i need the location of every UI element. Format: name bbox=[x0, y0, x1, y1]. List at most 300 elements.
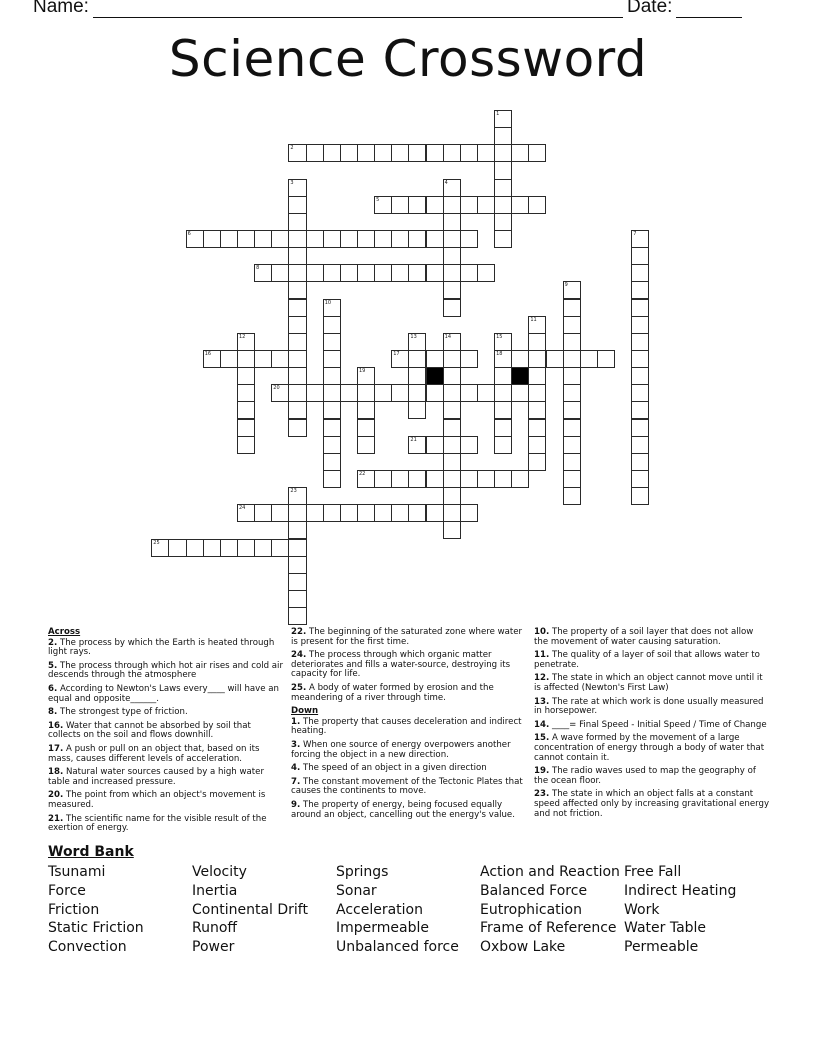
date-label: Date: bbox=[627, 0, 673, 17]
word-bank-item: Runoff bbox=[192, 920, 238, 937]
grid-cell[interactable] bbox=[340, 144, 358, 162]
grid-cell[interactable] bbox=[494, 230, 512, 248]
grid-cell[interactable] bbox=[357, 367, 375, 385]
grid-cell[interactable] bbox=[357, 419, 375, 437]
grid-cell[interactable] bbox=[426, 144, 444, 162]
grid-cell[interactable] bbox=[563, 367, 581, 385]
cell-number: 2 bbox=[290, 145, 294, 152]
clue-number: 5. bbox=[48, 660, 58, 671]
grid-cell[interactable] bbox=[288, 299, 306, 317]
grid-cell[interactable] bbox=[631, 453, 649, 471]
grid-cell[interactable] bbox=[511, 196, 529, 214]
clue-number: 13. bbox=[534, 696, 550, 707]
grid-cell[interactable] bbox=[254, 230, 272, 248]
grid-cell[interactable] bbox=[340, 504, 358, 522]
grid-cell[interactable] bbox=[443, 144, 461, 162]
grid-cell[interactable] bbox=[408, 264, 426, 282]
cell-number: 8 bbox=[256, 265, 260, 272]
grid-cell[interactable] bbox=[528, 144, 546, 162]
grid-cell[interactable] bbox=[288, 316, 306, 334]
grid-cell[interactable] bbox=[357, 401, 375, 419]
grid-cell[interactable] bbox=[391, 504, 409, 522]
grid-cell[interactable] bbox=[271, 350, 289, 368]
grid-cell[interactable] bbox=[494, 419, 512, 437]
clue-item bbox=[291, 764, 527, 774]
grid-cell[interactable] bbox=[323, 436, 341, 454]
grid-cell[interactable] bbox=[408, 384, 426, 402]
clue-number: 17. bbox=[48, 743, 64, 754]
grid-cell[interactable] bbox=[443, 179, 461, 197]
grid-cell[interactable] bbox=[323, 401, 341, 419]
clue-text: A push or pull on an object that, based on its mass, causes different levels of acceleration. bbox=[48, 743, 260, 764]
grid-cell[interactable] bbox=[563, 436, 581, 454]
grid-cell[interactable] bbox=[563, 470, 581, 488]
grid-cell[interactable] bbox=[391, 470, 409, 488]
grid-cell[interactable] bbox=[374, 384, 392, 402]
grid-cell[interactable] bbox=[237, 401, 255, 419]
grid-cell[interactable] bbox=[357, 504, 375, 522]
grid-cell[interactable] bbox=[306, 264, 324, 282]
clue-text: The strongest type of friction. bbox=[59, 707, 188, 718]
grid-cell[interactable] bbox=[631, 487, 649, 505]
grid-cell[interactable] bbox=[323, 419, 341, 437]
cell-number: 16 bbox=[204, 350, 212, 357]
grid-cell[interactable] bbox=[494, 436, 512, 454]
grid-cell[interactable] bbox=[203, 230, 221, 248]
grid-cell[interactable] bbox=[306, 384, 324, 402]
grid-cell[interactable] bbox=[288, 556, 306, 574]
cell-number: 21 bbox=[410, 436, 417, 443]
clue-number: 10. bbox=[534, 627, 550, 637]
page-title: Science Crossword bbox=[168, 30, 648, 88]
grid-cell[interactable] bbox=[288, 367, 306, 385]
grid-cell[interactable] bbox=[460, 470, 478, 488]
grid-cell[interactable] bbox=[254, 350, 272, 368]
grid-cell[interactable] bbox=[563, 299, 581, 317]
grid-cell[interactable] bbox=[528, 316, 546, 334]
clue-item bbox=[534, 790, 770, 819]
grid-cell[interactable] bbox=[443, 367, 461, 385]
grid-cell[interactable] bbox=[220, 230, 238, 248]
grid-cell[interactable] bbox=[288, 590, 306, 608]
clue-text: The radio waves used to map the geography of the ocean floor. bbox=[534, 766, 756, 786]
grid-cell[interactable] bbox=[426, 350, 444, 368]
grid-cell[interactable] bbox=[443, 264, 461, 282]
grid-cell[interactable] bbox=[186, 539, 204, 557]
grid-cell[interactable] bbox=[528, 196, 546, 214]
grid-cell[interactable] bbox=[271, 264, 289, 282]
grid-cell[interactable] bbox=[546, 350, 564, 368]
clue-number: 19. bbox=[534, 766, 550, 777]
grid-cell[interactable] bbox=[374, 504, 392, 522]
cell-number: 12 bbox=[239, 333, 246, 340]
grid-cell[interactable] bbox=[528, 384, 546, 402]
cell-number: 10 bbox=[324, 299, 332, 306]
grid-cell[interactable] bbox=[323, 230, 341, 248]
name-label: Name: bbox=[33, 0, 89, 17]
cell-number: 23 bbox=[290, 488, 297, 495]
grid-cell[interactable] bbox=[511, 384, 529, 402]
grid-cell[interactable] bbox=[391, 230, 409, 248]
grid-cell[interactable] bbox=[528, 367, 546, 385]
clues-column-1 bbox=[48, 628, 284, 838]
cell-number: 4 bbox=[444, 179, 448, 186]
grid-cell[interactable] bbox=[203, 539, 221, 557]
clue-text: The process through which hot air rises and cold air descends through the atmosphere bbox=[48, 660, 283, 681]
grid-cell[interactable] bbox=[340, 264, 358, 282]
grid-cell[interactable] bbox=[237, 384, 255, 402]
grid-cell[interactable] bbox=[254, 539, 272, 557]
grid-cell[interactable] bbox=[443, 521, 461, 539]
grid-cell[interactable] bbox=[288, 521, 306, 539]
cell-number: 17 bbox=[393, 350, 400, 357]
grid-cell[interactable] bbox=[271, 539, 289, 557]
word-bank-title: Word Bank bbox=[48, 844, 134, 860]
grid-cell[interactable] bbox=[443, 384, 461, 402]
word-bank-item: Water Table bbox=[624, 920, 707, 937]
word-bank-item: Balanced Force bbox=[480, 882, 588, 899]
grid-cell[interactable] bbox=[443, 247, 461, 265]
grid-cell[interactable] bbox=[563, 453, 581, 471]
grid-cell[interactable] bbox=[631, 316, 649, 334]
grid-cell[interactable] bbox=[374, 264, 392, 282]
grid-cell[interactable] bbox=[443, 299, 461, 317]
grid-cell[interactable] bbox=[563, 350, 581, 368]
grid-cell[interactable] bbox=[631, 247, 649, 265]
word-bank-item: Tsunami bbox=[48, 864, 106, 880]
grid-cell[interactable] bbox=[494, 384, 512, 402]
grid-cell[interactable] bbox=[631, 281, 649, 299]
word-bank-item: Action and Reaction bbox=[480, 864, 620, 880]
grid-cell[interactable] bbox=[477, 196, 495, 214]
grid-cell[interactable] bbox=[494, 127, 512, 145]
grid-cell[interactable] bbox=[288, 281, 306, 299]
cell-number: 1 bbox=[496, 111, 500, 117]
clue-number: 1. bbox=[291, 716, 301, 727]
grid-cell[interactable] bbox=[288, 487, 306, 505]
grid-cell[interactable] bbox=[631, 264, 649, 282]
grid-cell[interactable] bbox=[288, 607, 306, 625]
clue-text: Water that cannot be absorbed by soil that collects on the soil and flows downhill. bbox=[48, 720, 251, 741]
grid-cell[interactable] bbox=[494, 161, 512, 179]
grid-cell[interactable] bbox=[288, 179, 306, 197]
grid-cell[interactable] bbox=[237, 504, 255, 522]
grid-cell[interactable] bbox=[631, 401, 649, 419]
grid-cell[interactable] bbox=[408, 401, 426, 419]
clue-text: A body of water formed by erosion and the meandering of a river through time. bbox=[291, 682, 494, 703]
grid-cell[interactable] bbox=[460, 144, 478, 162]
grid-cell[interactable] bbox=[323, 350, 341, 368]
grid-cell[interactable] bbox=[237, 350, 255, 368]
grid-cell[interactable] bbox=[271, 384, 289, 402]
grid-cell[interactable] bbox=[563, 333, 581, 351]
grid-cell[interactable] bbox=[528, 419, 546, 437]
clue-number: 20. bbox=[48, 790, 64, 801]
grid-cell[interactable] bbox=[288, 230, 306, 248]
clue-number: 18. bbox=[48, 767, 64, 778]
grid-cell[interactable] bbox=[408, 196, 426, 214]
grid-cell[interactable] bbox=[306, 230, 324, 248]
grid-cell[interactable] bbox=[563, 401, 581, 419]
grid-cell[interactable] bbox=[374, 196, 392, 214]
grid-cell[interactable] bbox=[477, 264, 495, 282]
grid-cell[interactable] bbox=[494, 470, 512, 488]
grid-cell[interactable] bbox=[528, 453, 546, 471]
grid-cell[interactable] bbox=[408, 230, 426, 248]
grid-cell[interactable] bbox=[237, 436, 255, 454]
cell-number: 19 bbox=[358, 368, 366, 375]
grid-cell[interactable] bbox=[254, 504, 272, 522]
grid-cell[interactable] bbox=[563, 419, 581, 437]
grid-cell[interactable] bbox=[528, 350, 546, 368]
grid-cell[interactable] bbox=[323, 367, 341, 385]
cell-number: 13 bbox=[410, 333, 417, 340]
cell-number: 6 bbox=[187, 230, 191, 237]
grid-cell[interactable] bbox=[494, 367, 512, 385]
grid-cell[interactable] bbox=[357, 264, 375, 282]
grid-cell[interactable] bbox=[631, 333, 649, 351]
grid-cell[interactable] bbox=[443, 419, 461, 437]
grid-cell[interactable] bbox=[323, 316, 341, 334]
grid-cell[interactable] bbox=[631, 384, 649, 402]
grid-cell[interactable] bbox=[357, 230, 375, 248]
grid-cell[interactable] bbox=[443, 196, 461, 214]
grid-cell[interactable] bbox=[323, 299, 341, 317]
grid-cell[interactable] bbox=[408, 470, 426, 488]
grid-cell[interactable] bbox=[288, 384, 306, 402]
grid-cell[interactable] bbox=[288, 144, 306, 162]
grid-cell[interactable] bbox=[460, 436, 478, 454]
grid-cell[interactable] bbox=[494, 179, 512, 197]
clue-number: 3. bbox=[291, 739, 301, 750]
grid-cell[interactable] bbox=[597, 350, 615, 368]
grid-cell[interactable] bbox=[151, 539, 169, 557]
grid-cell[interactable] bbox=[528, 333, 546, 351]
grid-cell[interactable] bbox=[323, 504, 341, 522]
clues-column-3 bbox=[534, 628, 770, 823]
grid-cell[interactable] bbox=[563, 487, 581, 505]
grid-cell[interactable] bbox=[631, 299, 649, 317]
grid-cell[interactable] bbox=[426, 196, 444, 214]
grid-cell[interactable] bbox=[494, 213, 512, 231]
grid-cell[interactable] bbox=[323, 144, 341, 162]
grid-cell[interactable] bbox=[494, 350, 512, 368]
grid-cell[interactable] bbox=[357, 384, 375, 402]
clue-text: The constant movement of the Tectonic Plates that causes the continents to move. bbox=[291, 776, 523, 797]
grid-cell[interactable] bbox=[408, 436, 426, 454]
grid-cell[interactable] bbox=[323, 384, 341, 402]
grid-cell[interactable] bbox=[374, 144, 392, 162]
grid-cell[interactable] bbox=[494, 110, 512, 128]
grid-cell[interactable] bbox=[237, 539, 255, 557]
grid-cell[interactable] bbox=[631, 419, 649, 437]
word-bank-item: Static Friction bbox=[48, 920, 144, 937]
cell-number: 22 bbox=[358, 470, 366, 477]
grid-cell[interactable] bbox=[374, 230, 392, 248]
grid-cell[interactable] bbox=[477, 144, 495, 162]
grid-cell[interactable] bbox=[288, 419, 306, 437]
grid-cell[interactable] bbox=[631, 367, 649, 385]
grid-cell[interactable] bbox=[288, 573, 306, 591]
grid-cell[interactable] bbox=[494, 401, 512, 419]
grid-cell[interactable] bbox=[460, 196, 478, 214]
clue-text: The property that causes deceleration and indirect heating. bbox=[291, 716, 522, 737]
word-bank-item: Oxbow Lake bbox=[480, 939, 566, 956]
grid-cell[interactable] bbox=[443, 453, 461, 471]
grid-cell[interactable] bbox=[528, 401, 546, 419]
word-bank-item: Unbalanced force bbox=[336, 939, 459, 956]
cell-number: 15 bbox=[496, 333, 503, 340]
grid-cell[interactable] bbox=[631, 350, 649, 368]
clue-item bbox=[534, 767, 770, 786]
grid-cell[interactable] bbox=[426, 230, 444, 248]
word-bank-item: Indirect Heating bbox=[624, 882, 737, 899]
grid-cell[interactable] bbox=[408, 367, 426, 385]
grid-cell[interactable] bbox=[443, 401, 461, 419]
word-bank-item: Velocity bbox=[192, 864, 247, 880]
grid-cell[interactable] bbox=[254, 264, 272, 282]
grid-cell[interactable] bbox=[408, 504, 426, 522]
grid-cell[interactable] bbox=[306, 144, 324, 162]
grid-cell[interactable] bbox=[460, 230, 478, 248]
grid-cell[interactable] bbox=[528, 436, 546, 454]
grid-cell[interactable] bbox=[357, 470, 375, 488]
grid-cell[interactable] bbox=[391, 196, 409, 214]
grid-cell[interactable] bbox=[631, 230, 649, 248]
grid-cell[interactable] bbox=[443, 487, 461, 505]
black-cell bbox=[511, 367, 529, 385]
grid-cell[interactable] bbox=[443, 281, 461, 299]
clue-item bbox=[48, 685, 284, 704]
clue-item bbox=[48, 768, 284, 787]
grid-cell[interactable] bbox=[288, 213, 306, 231]
grid-cell[interactable] bbox=[186, 230, 204, 248]
clue-text: The point from which an object's movement is measured. bbox=[48, 790, 266, 810]
grid-cell[interactable] bbox=[271, 230, 289, 248]
grid-cell[interactable] bbox=[288, 350, 306, 368]
grid-cell[interactable] bbox=[220, 350, 238, 368]
grid-cell[interactable] bbox=[426, 504, 444, 522]
grid-cell[interactable] bbox=[426, 384, 444, 402]
grid-cell[interactable] bbox=[443, 213, 461, 231]
grid-cell[interactable] bbox=[288, 401, 306, 419]
grid-cell[interactable] bbox=[323, 470, 341, 488]
grid-cell[interactable] bbox=[168, 539, 186, 557]
grid-cell[interactable] bbox=[494, 196, 512, 214]
grid-cell[interactable] bbox=[288, 333, 306, 351]
grid-cell[interactable] bbox=[563, 281, 581, 299]
grid-cell[interactable] bbox=[580, 350, 598, 368]
grid-cell[interactable] bbox=[563, 384, 581, 402]
grid-cell[interactable] bbox=[357, 144, 375, 162]
grid-cell[interactable] bbox=[460, 350, 478, 368]
grid-cell[interactable] bbox=[477, 384, 495, 402]
grid-cell[interactable] bbox=[408, 144, 426, 162]
clue-number: 22. bbox=[291, 627, 307, 637]
clue-section-heading: Across bbox=[48, 627, 81, 637]
grid-cell[interactable] bbox=[511, 470, 529, 488]
clue-item bbox=[291, 628, 527, 647]
grid-cell[interactable] bbox=[408, 350, 426, 368]
grid-cell[interactable] bbox=[288, 196, 306, 214]
clue-text: The state in which an object cannot move until it is affected (Newton's First Law) bbox=[534, 673, 763, 693]
grid-cell[interactable] bbox=[237, 230, 255, 248]
grid-cell[interactable] bbox=[511, 144, 529, 162]
grid-cell[interactable] bbox=[237, 333, 255, 351]
grid-cell[interactable] bbox=[494, 144, 512, 162]
word-bank-item: Sonar bbox=[336, 882, 377, 899]
grid-cell[interactable] bbox=[288, 504, 306, 522]
clue-item bbox=[534, 721, 770, 731]
cell-number: 5 bbox=[376, 196, 380, 203]
clue-number: 12. bbox=[534, 673, 550, 684]
grid-cell[interactable] bbox=[426, 470, 444, 488]
clue-text: The state in which an object falls at a constant speed affected only by increasing gravitational energy and not friction. bbox=[534, 789, 770, 819]
clue-text: Natural water sources caused by a high water table and increased pressure. bbox=[48, 767, 264, 787]
grid-cell[interactable] bbox=[426, 264, 444, 282]
grid-cell[interactable] bbox=[288, 264, 306, 282]
grid-cell[interactable] bbox=[220, 539, 238, 557]
grid-cell[interactable] bbox=[323, 333, 341, 351]
grid-cell[interactable] bbox=[443, 504, 461, 522]
grid-cell[interactable] bbox=[408, 333, 426, 351]
word-bank-item: Frame of Reference bbox=[480, 920, 617, 937]
grid-cell[interactable] bbox=[443, 230, 461, 248]
grid-cell[interactable] bbox=[426, 436, 444, 454]
grid-cell[interactable] bbox=[340, 230, 358, 248]
grid-cell[interactable] bbox=[631, 470, 649, 488]
grid-cell[interactable] bbox=[460, 264, 478, 282]
clue-item bbox=[291, 778, 527, 797]
grid-cell[interactable] bbox=[374, 470, 392, 488]
clue-item bbox=[291, 651, 527, 680]
grid-cell[interactable] bbox=[288, 247, 306, 265]
grid-cell[interactable] bbox=[443, 350, 461, 368]
grid-cell[interactable] bbox=[443, 436, 461, 454]
clue-item bbox=[534, 698, 770, 717]
grid-cell[interactable] bbox=[477, 470, 495, 488]
grid-cell[interactable] bbox=[357, 436, 375, 454]
grid-cell[interactable] bbox=[306, 504, 324, 522]
grid-cell[interactable] bbox=[460, 504, 478, 522]
grid-cell[interactable] bbox=[203, 350, 221, 368]
clue-text: When one source of energy overpowers another forcing the object in a new direction. bbox=[291, 739, 511, 760]
grid-cell[interactable] bbox=[391, 264, 409, 282]
grid-cell[interactable] bbox=[271, 504, 289, 522]
grid-cell[interactable] bbox=[340, 384, 358, 402]
clue-item bbox=[534, 628, 770, 647]
grid-cell[interactable] bbox=[511, 350, 529, 368]
grid-cell[interactable] bbox=[323, 453, 341, 471]
clue-text: The quality of a layer of soil that allows water to penetrate. bbox=[534, 650, 760, 670]
grid-cell[interactable] bbox=[443, 333, 461, 351]
cell-number: 3 bbox=[290, 179, 294, 186]
grid-cell[interactable] bbox=[443, 470, 461, 488]
grid-cell[interactable] bbox=[288, 539, 306, 557]
grid-cell[interactable] bbox=[323, 264, 341, 282]
clue-number: 24. bbox=[291, 650, 307, 661]
grid-cell[interactable] bbox=[391, 384, 409, 402]
grid-cell[interactable] bbox=[494, 333, 512, 351]
grid-cell[interactable] bbox=[237, 367, 255, 385]
grid-cell[interactable] bbox=[237, 419, 255, 437]
grid-cell[interactable] bbox=[631, 436, 649, 454]
clue-text: The beginning of the saturated zone where water is present for the first time. bbox=[291, 627, 523, 647]
grid-cell[interactable] bbox=[391, 350, 409, 368]
grid-cell[interactable] bbox=[460, 384, 478, 402]
grid-cell[interactable] bbox=[563, 316, 581, 334]
grid-cell[interactable] bbox=[391, 144, 409, 162]
